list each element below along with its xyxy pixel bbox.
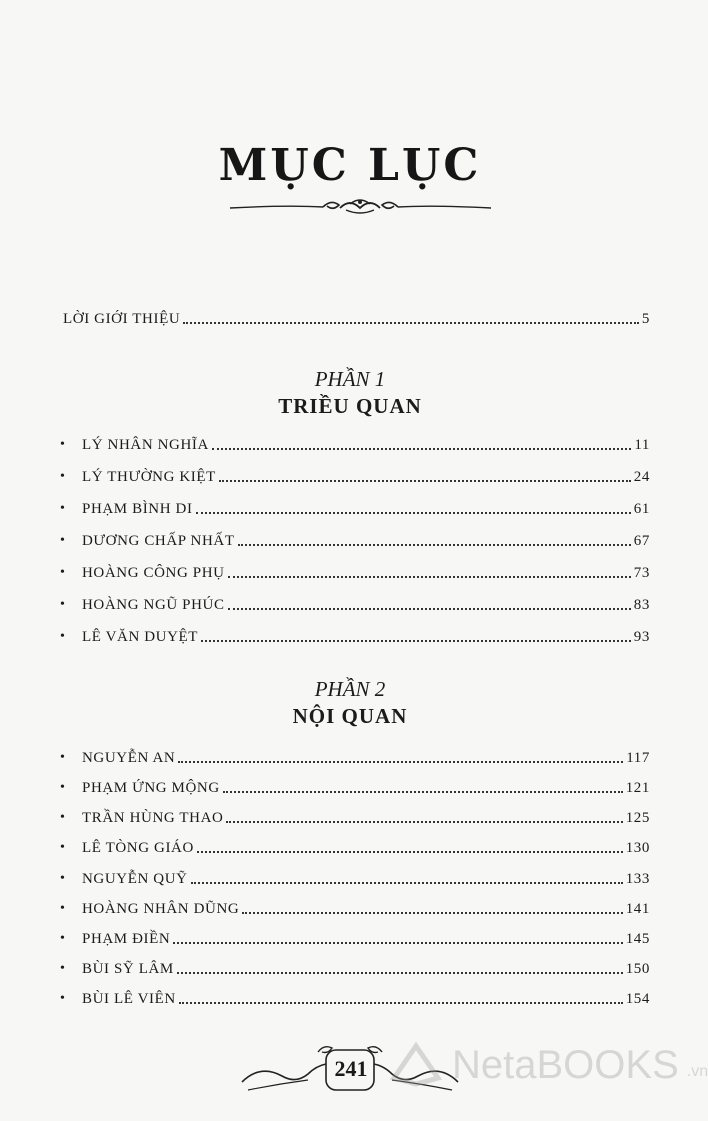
bullet-icon: •	[60, 901, 66, 916]
dot-leader	[219, 480, 631, 482]
toc-entry-label: LÝ THƯỜNG KIỆT	[82, 469, 216, 485]
bullet-icon: •	[60, 840, 66, 855]
dot-leader	[223, 791, 623, 793]
bullet-icon: •	[60, 750, 66, 765]
toc-entry-label: BÙI LÊ VIÊN	[82, 991, 176, 1007]
toc-entry	[60, 926, 650, 948]
bullet-icon: •	[60, 629, 66, 644]
toc-entry	[60, 496, 650, 518]
toc-entry-label: HOÀNG CÔNG PHỤ	[82, 565, 225, 581]
toc-entry	[60, 592, 650, 614]
dot-leader	[228, 608, 631, 610]
page-number: 241	[334, 1056, 368, 1081]
toc-entry-label: LÝ NHÂN NGHĨA	[82, 437, 209, 453]
toc-entry-page: 61	[633, 501, 650, 517]
toc-entry-page: 154	[625, 991, 650, 1007]
toc-entry	[60, 464, 650, 486]
toc-entry-page: 5	[641, 311, 650, 327]
page-title: MỤC LỤC	[218, 140, 482, 191]
bullet-icon: •	[60, 810, 66, 825]
part-1-heading	[0, 367, 700, 419]
dot-leader	[173, 942, 622, 944]
toc-entry-page: 125	[625, 810, 650, 826]
toc-entry-page: 121	[625, 780, 650, 796]
toc-entry	[60, 835, 650, 857]
dot-leader	[242, 912, 622, 914]
bullet-icon: •	[60, 501, 66, 516]
toc-entry-intro	[63, 306, 650, 328]
toc-entry-page: 93	[633, 629, 650, 645]
bullet-icon: •	[60, 931, 66, 946]
bullet-icon: •	[60, 469, 66, 484]
toc-entry-label: TRẦN HÙNG THAO	[82, 810, 224, 826]
toc-entry	[60, 986, 650, 1008]
bullet-icon: •	[60, 871, 66, 886]
part-title: NỘI QUAN	[292, 704, 408, 728]
dot-leader	[196, 512, 631, 514]
watermark-brand: NetaBOOKS	[452, 1042, 679, 1087]
toc-entry-label: LỜI GIỚI THIỆU	[63, 311, 181, 327]
toc-entry-label: BÙI SỸ LÂM	[82, 961, 174, 977]
bullet-icon: •	[60, 533, 66, 548]
toc-entry	[60, 956, 650, 978]
part-title: TRIỀU QUAN	[278, 394, 422, 418]
title-flourish-ornament	[228, 196, 493, 220]
dot-leader	[183, 322, 639, 324]
part-2-heading	[0, 677, 700, 729]
dot-leader	[197, 851, 623, 853]
part-label: PHẦN 2	[314, 677, 386, 701]
toc-entry-page: 24	[633, 469, 650, 485]
dot-leader	[179, 1002, 623, 1004]
toc-entry	[60, 432, 650, 454]
toc-entry-page: 73	[633, 565, 650, 581]
watermark-logo-icon	[388, 1040, 444, 1090]
dot-leader	[201, 640, 631, 642]
watermark-suffix: .vn	[686, 1063, 708, 1080]
bullet-icon: •	[60, 991, 66, 1006]
toc-entry-label: HOÀNG NHÂN DŨNG	[82, 901, 240, 917]
toc-entry-label: LÊ VĂN DUYỆT	[82, 629, 199, 645]
bullet-icon: •	[60, 437, 66, 452]
toc-entry-page: 11	[634, 437, 650, 453]
toc-entry	[60, 775, 650, 797]
toc-entry	[60, 528, 650, 550]
toc-entry	[60, 745, 650, 767]
bullet-icon: •	[60, 565, 66, 580]
dot-leader	[178, 761, 623, 763]
toc-entry-page: 145	[625, 931, 650, 947]
toc-entry-page: 83	[633, 597, 650, 613]
bullet-icon: •	[60, 961, 66, 976]
dot-leader	[177, 972, 623, 974]
toc-entry	[60, 805, 650, 827]
dot-leader	[212, 448, 631, 450]
toc-entry-page: 150	[625, 961, 650, 977]
toc-entry-page: 141	[625, 901, 650, 917]
toc-entry-label: LÊ TÒNG GIÁO	[82, 840, 194, 856]
part-label: PHẦN 1	[314, 367, 386, 391]
toc-entry-page: 133	[625, 871, 650, 887]
toc-entry-label: NGUYỄN AN	[82, 750, 176, 766]
bullet-icon: •	[60, 597, 66, 612]
toc-entry-label: PHẠM BÌNH DI	[82, 501, 193, 517]
toc-entry	[60, 560, 650, 582]
toc-entry	[60, 896, 650, 918]
bullet-icon: •	[60, 780, 66, 795]
toc-entry-label: PHẠM ĐIỀN	[82, 931, 171, 947]
dot-leader	[226, 821, 622, 823]
toc-entry	[60, 866, 650, 888]
toc-entry	[60, 624, 650, 646]
toc-entry-label: PHẠM ỨNG MỘNG	[82, 780, 220, 796]
dot-leader	[191, 882, 623, 884]
dot-leader	[238, 544, 631, 546]
toc-entry-page: 117	[626, 750, 650, 766]
toc-entry-page: 67	[633, 533, 650, 549]
toc-entry-label: NGUYỄN QUỸ	[82, 871, 188, 887]
toc-entry-label: DƯƠNG CHẤP NHẤT	[82, 533, 235, 549]
watermark	[388, 1040, 708, 1090]
dot-leader	[228, 576, 631, 578]
toc-entry-label: HOÀNG NGŨ PHÚC	[82, 597, 225, 613]
toc-entry-page: 130	[625, 840, 650, 856]
